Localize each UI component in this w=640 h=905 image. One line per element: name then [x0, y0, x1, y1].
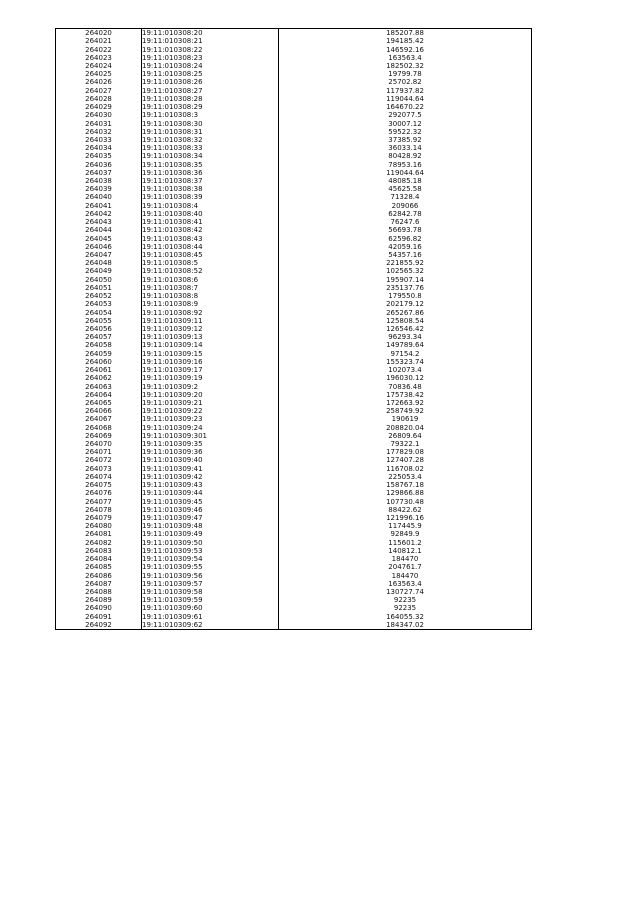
row-number-cell: 264052 — [56, 292, 142, 300]
row-number-cell: 264063 — [56, 382, 142, 390]
row-number-cell: 264054 — [56, 308, 142, 316]
cadastral-number-cell: 19:11:010308:39 — [142, 193, 279, 201]
row-number-cell: 264077 — [56, 497, 142, 505]
table-row — [56, 481, 532, 489]
cadastral-number-cell: 19:11:010309:22 — [142, 407, 279, 415]
cadastral-value-cell: 115601.2 — [388, 538, 422, 547]
table-row — [56, 234, 532, 242]
table-row — [56, 391, 532, 399]
cadastral-number-cell: 19:11:010308:5 — [142, 259, 279, 267]
table-row — [56, 251, 532, 259]
cadastral-value-cell: 202179.12 — [386, 300, 424, 309]
cadastral-value-cell: 179550.8 — [388, 292, 422, 301]
cadastral-value-cell: 163563.4 — [388, 579, 422, 588]
row-number-cell: 264070 — [56, 440, 142, 448]
table-row — [56, 78, 532, 86]
cadastral-value-cell: 70836.48 — [388, 382, 422, 391]
table-row — [56, 95, 532, 103]
cadastral-value-cell: 117937.82 — [386, 86, 424, 95]
table-row — [56, 284, 532, 292]
table-row — [56, 193, 532, 201]
cadastral-value-cell: 119044.64 — [386, 94, 424, 103]
cadastral-number-cell: 19:11:010309:23 — [142, 415, 279, 423]
row-number-cell: 264073 — [56, 465, 142, 473]
cadastral-number-cell: 19:11:010308:6 — [142, 276, 279, 284]
cadastral-number-cell: 19:11:010308:25 — [142, 70, 279, 78]
cadastral-value-cell: 130727.74 — [386, 587, 424, 596]
cadastral-number-cell: 19:11:010308:3 — [142, 111, 279, 119]
table-row — [56, 621, 532, 630]
table-row — [56, 259, 532, 267]
cadastral-value-cell: 175738.42 — [386, 390, 424, 399]
cadastral-value-cell: 235137.76 — [386, 283, 424, 292]
cadastral-value-cell: 265267.86 — [386, 308, 424, 317]
table-row — [56, 128, 532, 136]
row-number-cell: 264081 — [56, 530, 142, 538]
cadastral-value-cell: 26809.64 — [388, 431, 422, 440]
table-row — [56, 506, 532, 514]
row-number-cell: 264060 — [56, 358, 142, 366]
cadastral-number-cell: 19:11:010308:27 — [142, 87, 279, 95]
table-row — [56, 604, 532, 612]
row-number-cell: 264066 — [56, 407, 142, 415]
cadastral-number-cell: 19:11:010308:34 — [142, 152, 279, 160]
row-number-cell: 264034 — [56, 144, 142, 152]
cadastral-value-cell: 126546.42 — [386, 324, 424, 333]
table-row — [56, 358, 532, 366]
cadastral-value-cell: 107730.48 — [386, 497, 424, 506]
table-row — [56, 432, 532, 440]
table-row — [56, 563, 532, 571]
cadastral-number-cell: 19:11:010308:45 — [142, 251, 279, 259]
table-body — [56, 29, 532, 630]
row-number-cell: 264024 — [56, 62, 142, 70]
row-number-cell: 264040 — [56, 193, 142, 201]
table-row — [56, 161, 532, 169]
cadastral-value-cell: 185207.88 — [386, 29, 424, 38]
cadastral-number-cell: 19:11:010309:21 — [142, 399, 279, 407]
cadastral-number-cell: 19:11:010309:59 — [142, 596, 279, 604]
table-row — [56, 588, 532, 596]
row-number-cell: 264044 — [56, 226, 142, 234]
table-row — [56, 152, 532, 160]
table-row — [56, 613, 532, 621]
table-row — [56, 87, 532, 95]
cadastral-number-cell: 19:11:010308:52 — [142, 267, 279, 275]
cadastral-number-cell: 19:11:010309:16 — [142, 358, 279, 366]
row-number-cell: 264028 — [56, 95, 142, 103]
table-row — [56, 530, 532, 538]
table-row — [56, 497, 532, 505]
table-row — [56, 424, 532, 432]
cadastral-value-cell: 62842.78 — [388, 209, 422, 218]
cadastral-number-cell: 19:11:010309:53 — [142, 547, 279, 555]
cadastral-number-cell: 19:11:010308:8 — [142, 292, 279, 300]
row-number-cell: 264061 — [56, 366, 142, 374]
cadastral-number-cell: 19:11:010308:33 — [142, 144, 279, 152]
row-number-cell: 264092 — [56, 621, 142, 630]
cadastral-number-cell: 19:11:010308:29 — [142, 103, 279, 111]
cadastral-value-cell: 146592.16 — [386, 45, 424, 54]
table-row — [56, 70, 532, 78]
row-number-cell: 264046 — [56, 243, 142, 251]
cadastral-value-cell: 76247.6 — [390, 218, 420, 227]
table-row — [56, 169, 532, 177]
cadastral-value-cell: 80428.92 — [388, 152, 422, 161]
cadastral-value-cell: 140812.1 — [388, 546, 422, 555]
table-row — [56, 374, 532, 382]
row-number-cell: 264025 — [56, 70, 142, 78]
table-row — [56, 522, 532, 530]
cadastral-number-cell: 19:11:010309:24 — [142, 424, 279, 432]
row-number-cell: 264021 — [56, 37, 142, 45]
cadastral-value-cell: 62596.82 — [388, 234, 422, 243]
cadastral-number-cell: 19:11:010309:40 — [142, 456, 279, 464]
table-row — [56, 243, 532, 251]
cadastral-number-cell: 19:11:010308:37 — [142, 177, 279, 185]
row-number-cell: 264071 — [56, 448, 142, 456]
cadastral-value-cell: 164670.22 — [386, 103, 424, 112]
row-number-cell: 264086 — [56, 571, 142, 579]
row-number-cell: 264087 — [56, 580, 142, 588]
cadastral-value-cell: 204761.7 — [388, 563, 422, 572]
cadastral-value-cell: 177829.08 — [386, 448, 424, 457]
table-row — [56, 29, 532, 38]
cadastral-value-cell: 92235 — [393, 596, 417, 605]
row-number-cell: 264055 — [56, 317, 142, 325]
row-number-cell: 264076 — [56, 489, 142, 497]
table-row — [56, 489, 532, 497]
cadastral-value-cell: 292077.5 — [388, 111, 422, 120]
cadastral-number-cell: 19:11:010309:47 — [142, 514, 279, 522]
table-row — [56, 177, 532, 185]
table-row — [56, 136, 532, 144]
cadastral-value-cell: 45625.58 — [388, 185, 422, 194]
table-row — [56, 37, 532, 45]
row-number-cell: 264037 — [56, 169, 142, 177]
table-row — [56, 210, 532, 218]
row-number-cell: 264023 — [56, 54, 142, 62]
row-number-cell: 264089 — [56, 596, 142, 604]
cadastral-number-cell: 19:11:010309:62 — [142, 621, 279, 630]
cadastral-number-cell: 19:11:010308:22 — [142, 45, 279, 53]
row-number-cell: 264082 — [56, 539, 142, 547]
row-number-cell: 264051 — [56, 284, 142, 292]
cadastral-value-cell: 54357.16 — [388, 251, 422, 260]
row-number-cell: 264079 — [56, 514, 142, 522]
cadastral-value-cell: 119044.64 — [386, 168, 424, 177]
row-number-cell: 264078 — [56, 506, 142, 514]
row-number-cell: 264045 — [56, 234, 142, 242]
table-row — [56, 407, 532, 415]
cadastral-number-cell: 19:11:010308:20 — [142, 29, 279, 38]
row-number-cell: 264029 — [56, 103, 142, 111]
cadastral-number-cell: 19:11:010309:12 — [142, 325, 279, 333]
table-row — [56, 440, 532, 448]
cadastral-number-cell: 19:11:010309:14 — [142, 341, 279, 349]
row-number-cell: 264074 — [56, 473, 142, 481]
row-number-cell: 264065 — [56, 399, 142, 407]
row-number-cell: 264036 — [56, 161, 142, 169]
cadastral-number-cell: 19:11:010309:61 — [142, 613, 279, 621]
cadastral-number-cell: 19:11:010309:60 — [142, 604, 279, 612]
cadastral-value-cell: 184347.02 — [386, 620, 424, 629]
cadastral-value-cell: 121996.16 — [386, 514, 424, 523]
table-row — [56, 226, 532, 234]
cadastral-value-cell: 221855.92 — [386, 259, 424, 268]
table-row — [56, 596, 532, 604]
cadastral-number-cell: 19:11:010309:55 — [142, 563, 279, 571]
cadastral-value-cell: 195907.14 — [386, 275, 424, 284]
cadastral-value-cell: 172663.92 — [386, 398, 424, 407]
row-number-cell: 264085 — [56, 563, 142, 571]
cadastral-value-cell: 190619 — [391, 415, 419, 424]
table-row — [56, 465, 532, 473]
cadastral-value-cell: 48085.18 — [388, 177, 422, 186]
row-number-cell: 264088 — [56, 588, 142, 596]
table-row — [56, 54, 532, 62]
row-number-cell: 264022 — [56, 45, 142, 53]
table-row — [56, 350, 532, 358]
row-number-cell: 264026 — [56, 78, 142, 86]
cadastral-number-cell: 19:11:010309:49 — [142, 530, 279, 538]
cadastral-value-cell: 71328.4 — [390, 193, 420, 202]
row-number-cell: 264027 — [56, 87, 142, 95]
row-number-cell: 264041 — [56, 202, 142, 210]
cadastral-value-cell: 79322.1 — [390, 440, 420, 449]
table-row — [56, 62, 532, 70]
cadastral-number-cell: 19:11:010308:44 — [142, 243, 279, 251]
cadastral-value-cell: 30007.12 — [388, 119, 422, 128]
cadastral-number-cell: 19:11:010308:24 — [142, 62, 279, 70]
row-number-cell: 264035 — [56, 152, 142, 160]
cadastral-value-cell: 102565.32 — [386, 267, 424, 276]
cadastral-number-cell: 19:11:010309:43 — [142, 481, 279, 489]
row-number-cell: 264067 — [56, 415, 142, 423]
cadastral-number-cell: 19:11:010308:40 — [142, 210, 279, 218]
cadastral-value-cell: 184470 — [391, 571, 419, 580]
cadastral-value-cell: 258749.92 — [386, 407, 424, 416]
row-number-cell: 264090 — [56, 604, 142, 612]
row-number-cell: 264084 — [56, 555, 142, 563]
cadastral-value-cell: 164055.32 — [386, 612, 424, 621]
cadastral-number-cell: 19:11:010309:19 — [142, 374, 279, 382]
cadastral-number-cell: 19:11:010309:50 — [142, 539, 279, 547]
cadastral-value-cell: 208820.04 — [386, 423, 424, 432]
table-row — [56, 317, 532, 325]
row-number-cell: 264058 — [56, 341, 142, 349]
table-row — [56, 119, 532, 127]
cadastral-number-cell: 19:11:010308:31 — [142, 128, 279, 136]
cadastral-number-cell: 19:11:010308:4 — [142, 202, 279, 210]
cadastral-value-cell: 59522.32 — [388, 127, 422, 136]
table-row — [56, 555, 532, 563]
cadastral-number-cell: 19:11:010308:21 — [142, 37, 279, 45]
cadastral-value-cell: 209066 — [391, 201, 419, 210]
cadastral-number-cell: 19:11:010309:58 — [142, 588, 279, 596]
cadastral-number-cell: 19:11:010308:41 — [142, 218, 279, 226]
row-number-cell: 264031 — [56, 119, 142, 127]
row-number-cell: 264080 — [56, 522, 142, 530]
cadastral-value-cell: 196030.12 — [386, 374, 424, 383]
cadastral-value-cell: 37385.92 — [388, 135, 422, 144]
row-number-cell: 264048 — [56, 259, 142, 267]
cadastral-number-cell: 19:11:010308:42 — [142, 226, 279, 234]
cadastral-number-cell: 19:11:010308:26 — [142, 78, 279, 86]
cadastral-value-table — [55, 28, 532, 630]
row-number-cell: 264042 — [56, 210, 142, 218]
cadastral-number-cell: 19:11:010308:92 — [142, 308, 279, 316]
table-row — [56, 456, 532, 464]
cadastral-value-cell: 56693.78 — [388, 226, 422, 235]
table-row — [56, 218, 532, 226]
row-number-cell: 264091 — [56, 613, 142, 621]
cadastral-value-cell: 92235 — [393, 604, 417, 613]
cadastral-value-cell: 116708.02 — [386, 464, 424, 473]
table-row — [56, 185, 532, 193]
table-row — [56, 473, 532, 481]
cadastral-value-cell: 129866.88 — [386, 489, 424, 498]
row-number-cell: 264056 — [56, 325, 142, 333]
table-row — [56, 539, 532, 547]
table-row — [56, 580, 532, 588]
cadastral-number-cell: 19:11:010309:20 — [142, 391, 279, 399]
table-row — [56, 399, 532, 407]
table-row — [56, 341, 532, 349]
row-number-cell: 264059 — [56, 350, 142, 358]
row-number-cell: 264033 — [56, 136, 142, 144]
cadastral-number-cell: 19:11:010309:17 — [142, 366, 279, 374]
table-row — [56, 448, 532, 456]
cadastral-number-cell: 19:11:010309:15 — [142, 350, 279, 358]
table-row — [56, 415, 532, 423]
table-row — [56, 103, 532, 111]
table-row — [56, 325, 532, 333]
cadastral-number-cell: 19:11:010309:36 — [142, 448, 279, 456]
row-number-cell: 264050 — [56, 276, 142, 284]
cadastral-number-cell: 19:11:010309:42 — [142, 473, 279, 481]
cadastral-value-cell: 36033.14 — [388, 144, 422, 153]
cadastral-value-cell: 42059.16 — [388, 242, 422, 251]
cadastral-number-cell: 19:11:010309:56 — [142, 571, 279, 579]
row-number-cell: 264049 — [56, 267, 142, 275]
table-row — [56, 571, 532, 579]
row-number-cell: 264032 — [56, 128, 142, 136]
cadastral-value-cell: 163563.4 — [388, 53, 422, 62]
cadastral-number-cell: 19:11:010308:28 — [142, 95, 279, 103]
row-number-cell: 264062 — [56, 374, 142, 382]
table-row — [56, 111, 532, 119]
table-row — [56, 292, 532, 300]
cadastral-number-cell: 19:11:010309:301 — [142, 432, 279, 440]
cadastral-value-cell: 102073.4 — [388, 366, 422, 375]
cadastral-value-cell: 155323.74 — [386, 357, 424, 366]
table-row — [56, 144, 532, 152]
row-number-cell: 264038 — [56, 177, 142, 185]
cadastral-value-cell: 92849.9 — [390, 530, 420, 539]
cadastral-value-cell: 19799.78 — [388, 70, 422, 79]
cadastral-value-cell: 78953.16 — [388, 160, 422, 169]
table-row — [56, 382, 532, 390]
table-row — [56, 300, 532, 308]
cadastral-number-cell: 19:11:010308:30 — [142, 119, 279, 127]
cadastral-number-cell: 19:11:010309:44 — [142, 489, 279, 497]
row-number-cell: 264068 — [56, 424, 142, 432]
table-row — [56, 267, 532, 275]
cadastral-number-cell: 19:11:010308:43 — [142, 234, 279, 242]
cadastral-number-cell: 19:11:010309:13 — [142, 333, 279, 341]
cadastral-number-cell: 19:11:010309:35 — [142, 440, 279, 448]
row-number-cell: 264083 — [56, 547, 142, 555]
row-number-cell: 264072 — [56, 456, 142, 464]
table-row — [56, 308, 532, 316]
row-number-cell: 264039 — [56, 185, 142, 193]
row-number-cell: 264020 — [56, 29, 142, 38]
cadastral-value-cell: 117445.9 — [388, 522, 422, 531]
cadastral-value-cell: 25702.82 — [388, 78, 422, 87]
cadastral-value-cell: 149789.64 — [386, 341, 424, 350]
row-number-cell: 264069 — [56, 432, 142, 440]
cadastral-value-cell: 194185.42 — [386, 37, 424, 46]
cadastral-number-cell: 19:11:010308:23 — [142, 54, 279, 62]
cadastral-value-cell: 127407.28 — [386, 456, 424, 465]
row-number-cell: 264030 — [56, 111, 142, 119]
row-number-cell: 264053 — [56, 300, 142, 308]
cadastral-number-cell: 19:11:010309:48 — [142, 522, 279, 530]
cadastral-number-cell: 19:11:010309:45 — [142, 497, 279, 505]
cadastral-number-cell: 19:11:010308:7 — [142, 284, 279, 292]
row-number-cell: 264075 — [56, 481, 142, 489]
cadastral-number-cell: 19:11:010308:36 — [142, 169, 279, 177]
cadastral-value-cell: 158767.18 — [386, 481, 424, 490]
cadastral-number-cell: 19:11:010309:57 — [142, 580, 279, 588]
cadastral-value-cell: 182502.32 — [386, 61, 424, 70]
cadastral-number-cell: 19:11:010308:38 — [142, 185, 279, 193]
table-row — [56, 514, 532, 522]
cadastral-number-cell: 19:11:010309:54 — [142, 555, 279, 563]
cadastral-value-cell: 88422.62 — [388, 505, 422, 514]
row-number-cell: 264057 — [56, 333, 142, 341]
cadastral-value-cell: 97154.2 — [390, 349, 420, 358]
table-row — [56, 202, 532, 210]
cadastral-number-cell: 19:11:010308:9 — [142, 300, 279, 308]
cadastral-value-cell: 225053.4 — [388, 472, 422, 481]
table-row — [56, 547, 532, 555]
row-number-cell: 264064 — [56, 391, 142, 399]
cadastral-number-cell: 19:11:010308:32 — [142, 136, 279, 144]
cadastral-number-cell: 19:11:010308:35 — [142, 161, 279, 169]
cadastral-value-cell: 184470 — [391, 555, 419, 564]
cadastral-number-cell: 19:11:010309:41 — [142, 465, 279, 473]
cadastral-number-cell: 19:11:010309:46 — [142, 506, 279, 514]
table-row — [56, 45, 532, 53]
cadastral-value-cell: 96293.34 — [388, 333, 422, 342]
row-number-cell: 264043 — [56, 218, 142, 226]
table-row — [56, 333, 532, 341]
table-row — [56, 276, 532, 284]
cadastral-value-cell: 125808.54 — [386, 316, 424, 325]
cadastral-number-cell: 19:11:010309:11 — [142, 317, 279, 325]
table-row — [56, 366, 532, 374]
row-number-cell: 264047 — [56, 251, 142, 259]
cadastral-number-cell: 19:11:010309:2 — [142, 382, 279, 390]
